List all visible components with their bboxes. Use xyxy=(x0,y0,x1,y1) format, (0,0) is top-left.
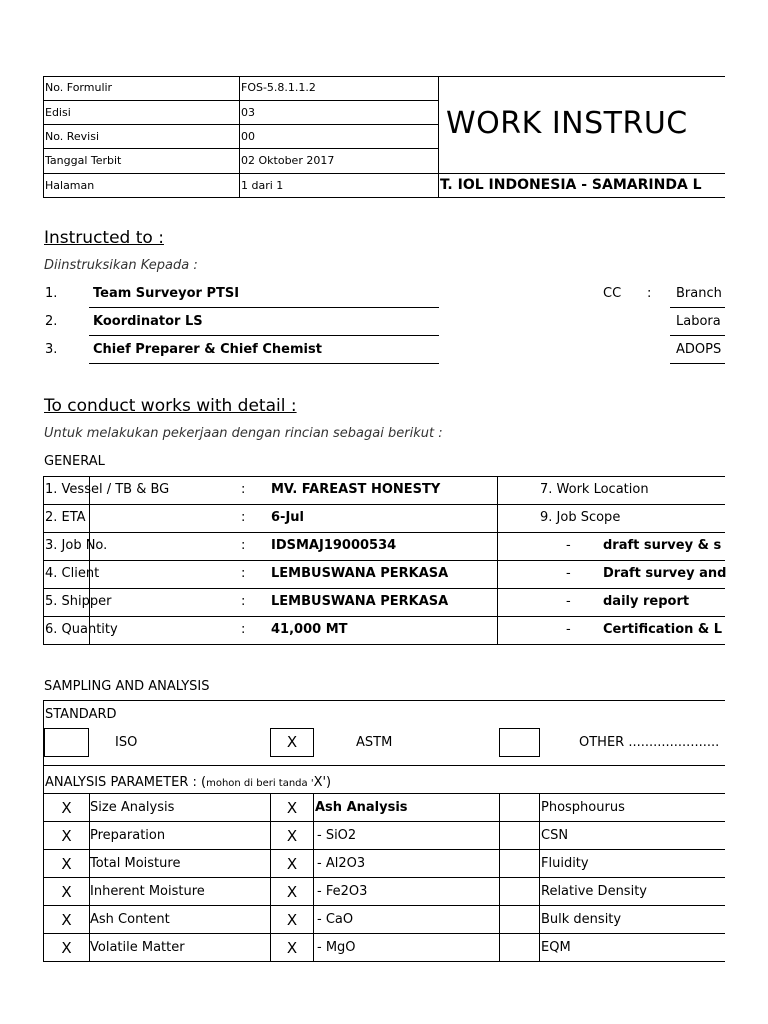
general-colon: : xyxy=(241,538,246,553)
general-right: 9. Job Scope xyxy=(540,510,621,525)
instructed-name-1: Team Surveyor PTSI xyxy=(93,286,240,301)
instructed-name-2: Koordinator LS xyxy=(93,314,203,329)
instructed-subheading: Diinstruksikan Kepada : xyxy=(44,258,198,273)
astm-mark: X xyxy=(286,733,298,751)
analysis-parameter-close: ') xyxy=(322,775,332,790)
param-mark-2[interactable]: X xyxy=(286,939,298,957)
general-value: LEMBUSWANA PERKASA xyxy=(271,594,449,609)
analysis-parameter-note: mohon di beri tanda ' xyxy=(206,778,314,789)
param-name-3: CSN xyxy=(541,828,569,843)
param-name-3: Phosphourus xyxy=(541,800,625,815)
param-name-3: Fluidity xyxy=(541,856,589,871)
general-label: 2. ETA xyxy=(45,510,86,525)
param-name-2: - MgO xyxy=(317,940,356,955)
param-name-2: - CaO xyxy=(317,912,354,927)
param-mark-2[interactable]: X xyxy=(286,799,298,817)
param-name-3: Bulk density xyxy=(541,912,622,927)
general-right: Certification & L xyxy=(603,622,723,637)
general-colon: : xyxy=(241,622,246,637)
general-label: 6. Quantity xyxy=(45,622,118,637)
general-heading: GENERAL xyxy=(44,454,105,469)
header-label-formulir: No. Formulir xyxy=(45,81,113,94)
param-mark-1[interactable]: X xyxy=(61,827,72,845)
company-name: T. IOL INDONESIA - SAMARINDA L xyxy=(440,177,702,193)
param-name-1: Total Moisture xyxy=(90,856,181,871)
astm-checkbox[interactable] xyxy=(270,728,314,757)
analysis-parameter-x: X xyxy=(313,775,323,790)
cc-item-2: Labora xyxy=(676,314,721,329)
param-mark-1[interactable]: X xyxy=(61,939,72,957)
header-label-edisi: Edisi xyxy=(45,106,71,119)
general-right-dash: - xyxy=(566,566,571,581)
param-name-1: Inherent Moisture xyxy=(90,884,205,899)
astm-label: ASTM xyxy=(356,735,393,750)
cc-item-1: Branch xyxy=(676,286,722,301)
general-label: 3. Job No. xyxy=(45,538,108,553)
analysis-parameter-text: ANALYSIS PARAMETER : ( xyxy=(45,775,207,790)
header-value-edisi: 03 xyxy=(241,106,255,119)
document-title: WORK INSTRUC xyxy=(446,106,688,141)
general-right-dash: - xyxy=(566,622,571,637)
general-colon: : xyxy=(241,482,246,497)
param-mark-2[interactable]: X xyxy=(286,883,298,901)
header-value-formulir: FOS-5.8.1.1.2 xyxy=(241,81,316,94)
other-checkbox[interactable] xyxy=(499,728,540,757)
param-name-3: Relative Density xyxy=(541,884,647,899)
header-value-tanggal: 02 Oktober 2017 xyxy=(241,154,335,167)
param-mark-1[interactable]: X xyxy=(61,855,72,873)
standard-label: STANDARD xyxy=(45,707,117,722)
param-name-1: Preparation xyxy=(90,828,166,843)
param-mark-1[interactable]: X xyxy=(61,883,72,901)
param-mark-2[interactable]: X xyxy=(286,911,298,929)
cc-item-3: ADOPS xyxy=(676,342,722,357)
general-label: 1. Vessel / TB & BG xyxy=(45,482,170,497)
general-colon: : xyxy=(241,566,246,581)
header-value-revisi: 00 xyxy=(241,130,255,143)
general-value: LEMBUSWANA PERKASA xyxy=(271,566,449,581)
instructed-heading: Instructed to : xyxy=(44,228,164,248)
general-value: 6-Jul xyxy=(271,510,304,525)
general-value: 41,000 MT xyxy=(271,622,348,637)
conduct-subheading: Untuk melakukan pekerjaan dengan rincian sebagai berikut : xyxy=(44,426,443,441)
param-name-1: Volatile Matter xyxy=(90,940,185,955)
header-value-halaman: 1 dari 1 xyxy=(241,179,284,192)
cc-colon: : xyxy=(647,286,652,301)
instructed-num-1: 1. xyxy=(45,286,58,301)
param-mark-1[interactable]: X xyxy=(61,911,72,929)
general-value: MV. FAREAST HONESTY xyxy=(271,482,441,497)
general-label: 5. Shipper xyxy=(45,594,112,609)
param-mark-2[interactable]: X xyxy=(286,855,298,873)
iso-checkbox[interactable] xyxy=(44,728,89,757)
general-right: draft survey & s xyxy=(603,538,722,553)
general-right: daily report xyxy=(603,594,690,609)
param-name-3: EQM xyxy=(541,940,571,955)
instructed-num-3: 3. xyxy=(45,342,58,357)
header-label-halaman: Halaman xyxy=(45,179,95,192)
param-mark-1[interactable]: X xyxy=(61,799,72,817)
instructed-num-2: 2. xyxy=(45,314,58,329)
general-value: IDSMAJ19000534 xyxy=(271,538,397,553)
conduct-heading: To conduct works with detail : xyxy=(44,396,297,416)
param-name-1: Size Analysis xyxy=(90,800,175,815)
general-colon: : xyxy=(241,510,246,525)
cc-label: CC xyxy=(603,286,622,301)
other-label: OTHER ...................... xyxy=(579,735,720,750)
general-right: Draft survey and xyxy=(603,566,727,581)
general-label: 4. Client xyxy=(45,566,100,581)
general-right: 7. Work Location xyxy=(540,482,649,497)
general-colon: : xyxy=(241,594,246,609)
param-name-1: Ash Content xyxy=(90,912,170,927)
analysis-parameter-label xyxy=(45,771,331,790)
param-name-2: Ash Analysis xyxy=(315,800,408,815)
sampling-heading: SAMPLING AND ANALYSIS xyxy=(44,679,210,694)
header-label-tanggal: Tanggal Terbit xyxy=(45,154,122,167)
general-right-dash: - xyxy=(566,538,571,553)
header-label-revisi: No. Revisi xyxy=(45,130,100,143)
param-name-2: - SiO2 xyxy=(317,828,357,843)
param-mark-2[interactable]: X xyxy=(286,827,298,845)
param-name-2: - Al2O3 xyxy=(317,856,366,871)
general-right-dash: - xyxy=(566,594,571,609)
param-name-2: - Fe2O3 xyxy=(317,884,368,899)
instructed-name-3: Chief Preparer & Chief Chemist xyxy=(93,342,322,357)
iso-label: ISO xyxy=(115,735,138,750)
